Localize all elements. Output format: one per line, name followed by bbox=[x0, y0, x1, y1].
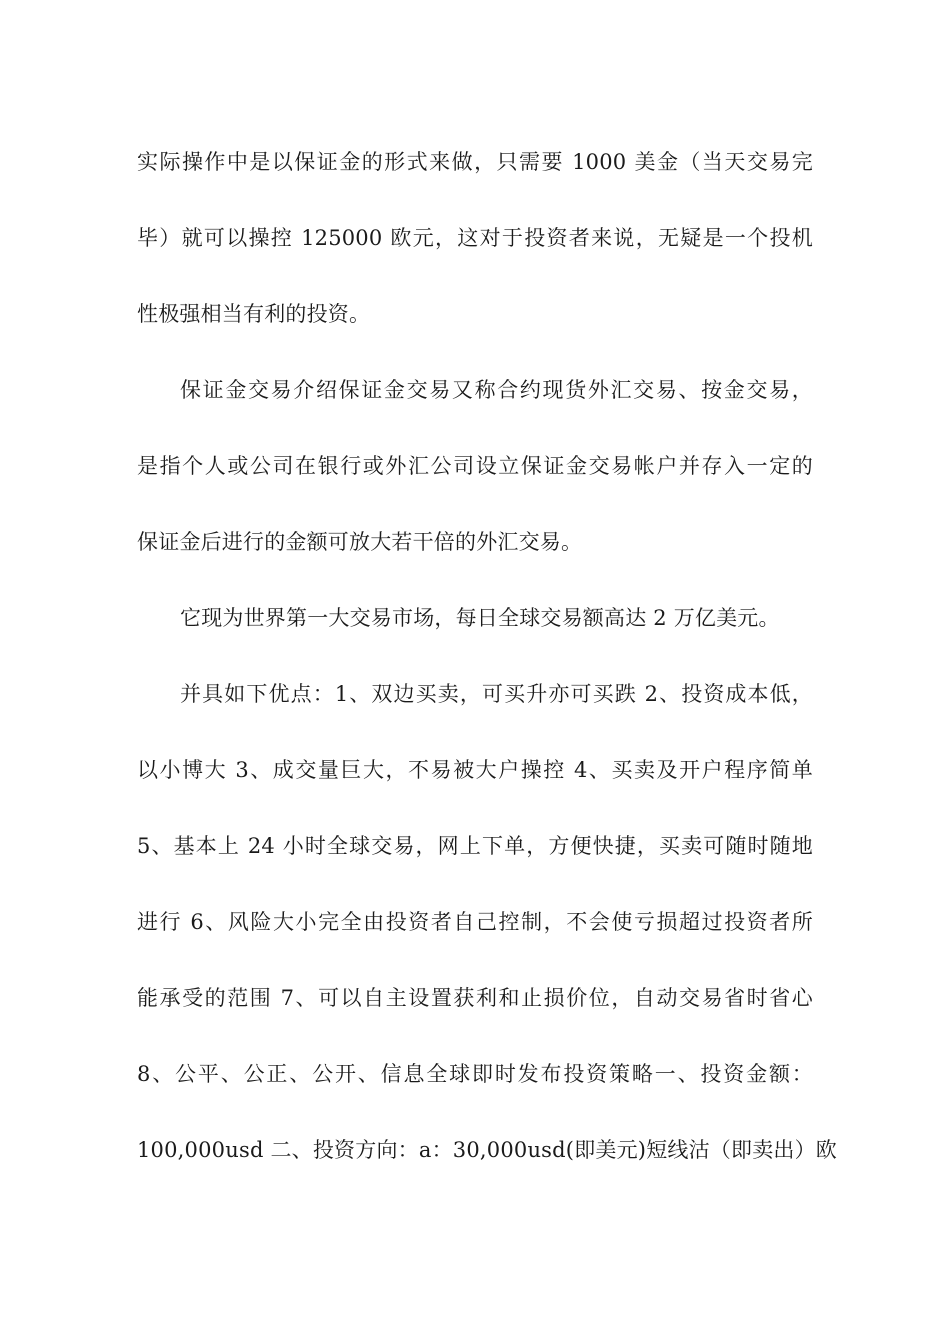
text-line: 以小博大 3、成交量巨大，不易被大户操控 4、买卖及开户程序简单 bbox=[137, 758, 813, 782]
text-line: 它现为世界第一大交易市场，每日全球交易额高达 2 万亿美元。 bbox=[180, 606, 780, 630]
paragraph-3 bbox=[137, 592, 813, 668]
paragraph-4 bbox=[137, 668, 837, 1200]
text-line: 能承受的范围 7、可以自主设置获利和止损价位，自动交易省时省心 bbox=[137, 986, 813, 1010]
text-line: 8、公平、公正、公开、信息全球即时发布投资策略一、投资金额： bbox=[137, 1062, 813, 1086]
text-line: 保证金交易介绍保证金交易又称合约现货外汇交易、按金交易， bbox=[180, 378, 813, 402]
paragraph-2 bbox=[137, 364, 813, 592]
text-line: 是指个人或公司在银行或外汇公司设立保证金交易帐户并存入一定的 bbox=[137, 454, 813, 478]
document-body bbox=[137, 136, 837, 1200]
paragraph-1 bbox=[137, 136, 813, 364]
text-line: 5、基本上 24 小时全球交易，网上下单，方便快捷，买卖可随时随地 bbox=[137, 834, 813, 858]
text-line: 100,000usd 二、投资方向：a：30,000usd(即美元)短线沽（即卖出）欧 bbox=[137, 1138, 837, 1162]
text-line: 进行 6、风险大小完全由投资者自己控制，不会使亏损超过投资者所 bbox=[137, 910, 813, 934]
text-line: 并具如下优点：1、双边买卖，可买升亦可买跌 2、投资成本低， bbox=[180, 682, 813, 706]
text-line: 毕）就可以操控 125000 欧元，这对于投资者来说，无疑是一个投机 bbox=[137, 226, 813, 250]
text-line: 性极强相当有利的投资。 bbox=[137, 302, 371, 326]
text-line: 保证金后进行的金额可放大若干倍的外汇交易。 bbox=[137, 530, 583, 554]
text-line: 实际操作中是以保证金的形式来做，只需要 1000 美金（当天交易完 bbox=[137, 150, 813, 174]
